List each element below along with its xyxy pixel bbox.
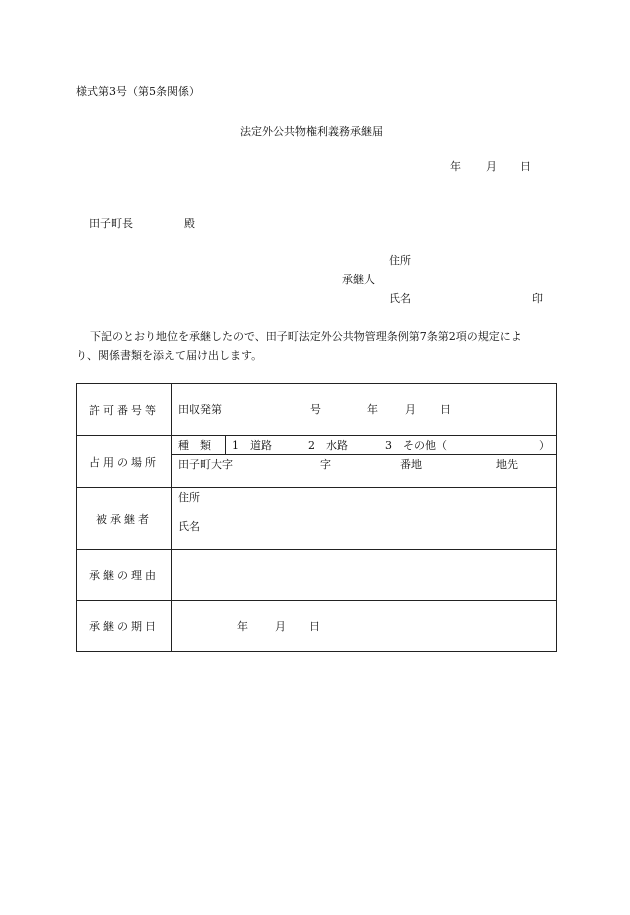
- document-title: 法定外公共物権利義務承継届: [240, 125, 383, 138]
- applicant-address-label: 住所: [389, 254, 411, 267]
- notification-table: [76, 383, 557, 652]
- predecessor-name-label: 氏名: [178, 520, 200, 533]
- seal-mark: 印: [532, 292, 543, 305]
- addressee-honorific: 殿: [184, 217, 195, 230]
- type-option-other[interactable]: 3 その他（: [385, 439, 447, 452]
- permit-label: 許可番号等: [89, 403, 159, 417]
- period-value-cell[interactable]: [172, 601, 557, 652]
- location-banchi: 番地: [400, 458, 422, 471]
- permit-day: 日: [440, 403, 451, 416]
- addressee-name: 田子町長: [89, 217, 133, 230]
- period-day: 日: [309, 620, 320, 633]
- type-option-road[interactable]: 1 道路: [232, 439, 272, 452]
- predecessor-value-cell[interactable]: [172, 488, 557, 550]
- location-town: 田子町大字: [178, 458, 233, 471]
- permit-year: 年: [367, 403, 378, 416]
- permit-go: 号: [310, 403, 321, 416]
- predecessor-label-cell: [77, 488, 172, 550]
- type-option-waterway[interactable]: 2 水路: [308, 439, 348, 452]
- predecessor-address-label: 住所: [178, 491, 200, 504]
- applicant-role: 承継人: [342, 273, 375, 286]
- period-label: 承継の期日: [89, 620, 159, 633]
- permit-value-cell[interactable]: [172, 384, 557, 436]
- period-year: 年: [237, 620, 248, 633]
- location-value-cell[interactable]: [172, 436, 557, 488]
- reason-value-cell[interactable]: [172, 550, 557, 601]
- location-aza: 字: [320, 458, 331, 471]
- applicant-name-label: 氏名: [389, 292, 411, 305]
- location-label-cell: [77, 436, 172, 488]
- predecessor-label: 被承継者: [96, 512, 152, 526]
- body-text-line1: 下記のとおり地位を承継したので、田子町法定外公共物管理条例第7条第2項の規定によ: [90, 330, 522, 343]
- period-label-cell: [77, 601, 172, 652]
- type-divider-horizontal: [172, 454, 556, 455]
- period-month: 月: [275, 620, 286, 633]
- body-text-line2: り、関係書類を添えて届け出します。: [76, 349, 263, 362]
- permit-month: 月: [405, 403, 416, 416]
- date-year: 年: [450, 160, 461, 173]
- location-sakisaki: 地先: [496, 458, 518, 471]
- type-divider-vertical: [225, 436, 226, 454]
- reason-label: 承継の理由: [89, 569, 159, 582]
- reason-label-cell: [77, 550, 172, 601]
- location-type-label: 種 類: [178, 439, 211, 452]
- form-number: 様式第3号（第5条関係）: [76, 85, 200, 98]
- date-day: 日: [520, 160, 531, 173]
- permit-prefix: 田収発第: [178, 403, 222, 416]
- date-month: 月: [486, 160, 497, 173]
- permit-label-cell: [77, 384, 172, 436]
- location-label: 占用の場所: [89, 455, 159, 469]
- type-option-other-close: ）: [539, 439, 550, 452]
